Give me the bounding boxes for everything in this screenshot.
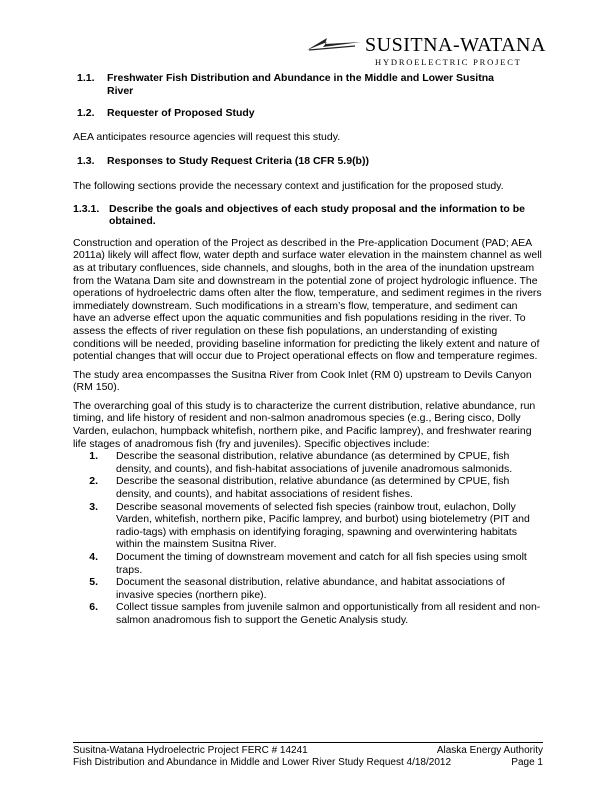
list-item: 6. Collect tissue samples from juvenile salmon and opportunistically from all resident and non-salmon anadromous fish to support the Genetic Analysis study. [89,601,541,626]
page-footer [73,742,543,769]
logo-name: SUSITNA-WATANA [365,34,546,56]
footer-document-title: Fish Distribution and Abundance in Middle and Lower River Study Request 4/18/2012 [73,757,452,768]
swoosh-logo-icon [305,36,363,52]
list-item: 3. Describe seasonal movements of selected fish species (rainbow trout, eulachon, Dolly Varden, whitefish, northern pike, Pacific lamprey, and burbot) using biotelemetry (PIT and radio-tags) with emphasis on identifying foraging, spawning and overwintering habitats within the mainstem Susitna River. [89,500,530,551]
objectives-list [73,450,543,626]
document-body [73,72,543,627]
project-logo [305,30,545,70]
paragraph-requester: AEA anticipates resource agencies will request this study. [73,130,341,143]
heading-1-2: 1.2. Requester of Proposed Study [77,107,255,120]
heading-1-1: 1.1. Freshwater Fish Distribution and Abundance in the Middle and Lower Susitna River [77,72,494,97]
heading-1-3: 1.3. Responses to Study Request Criteria (18 CFR 5.9(b)) [77,155,369,168]
paragraph-construction: Construction and operation of the Project as described in the Pre-application Document (PAD; AEA 2011a) likely will affect flow, water depth and surface water elevation in the mainstem channel as well as at tributary confluences, side channels, and sloughs, both in the area of the inundation upstream from the Watana Dam site and downstream in the potential zone of project hydrologic influence. The operations of hydroelectric dams often alter the flow, temperature, and sediment regimes in the rivers immediately downstream. Such modifications in a stream’s flow, temperature, and sediment can have an adverse effect upon the aquatic communities and fish populations residing in the river. To assess the effects of river regulation on these fish populations, an understanding of existing conditions will be needed, providing baseline information for predicting the likely extent and nature of potential changes that will occur due to Project operational effects on flow and temperature regimes. [73,236,542,363]
logo-subtitle: HYDROELECTRIC PROJECT [375,57,522,67]
list-item: 2. Describe the seasonal distribution, relative abundance (as determined by CPUE, fish density, and counts), and habitat associations of resident fishes. [89,475,510,501]
footer-authority: Alaska Energy Authority [436,745,543,756]
list-item: 5. Document the seasonal distribution, relative abundance, and habitat associations of invasive species (northern pike). [89,576,505,601]
paragraph-study-area: The study area encompasses the Susitna River from Cook Inlet (RM 0) upstream to Devils Canyon (RM 150). [73,368,532,394]
footer-page-number: Page 1 [511,757,543,768]
list-item: 1. Describe the seasonal distribution, relative abundance (as determined by CPUE, fish density, and counts), and fish-habitat associations of juvenile anadromous salmonids. [89,450,513,475]
heading-1-3-1: 1.3.1. Describe the goals and objectives of each study proposal and the information to be obtained. [73,202,525,228]
paragraph-goal: The overarching goal of this study is to characterize the current distribution, relative abundance, run timing, and life history of resident and non-salmon anadromous species (e.g., Bering cisco, Dolly Varden, eulachon, humpback whitefish, northern pike, and Pacific lamprey), and freshwater rearing life stages of anadromous fish (fry and juveniles). Specific objectives include: [73,399,536,450]
list-item: 4. Document the timing of downstream movement and catch for all fish species using smolt traps. [89,551,527,576]
paragraph-context: The following sections provide the necessary context and justification for the proposed study. [73,179,504,192]
footer-project: Susitna-Watana Hydroelectric Project FERC # 14241 [73,745,308,756]
